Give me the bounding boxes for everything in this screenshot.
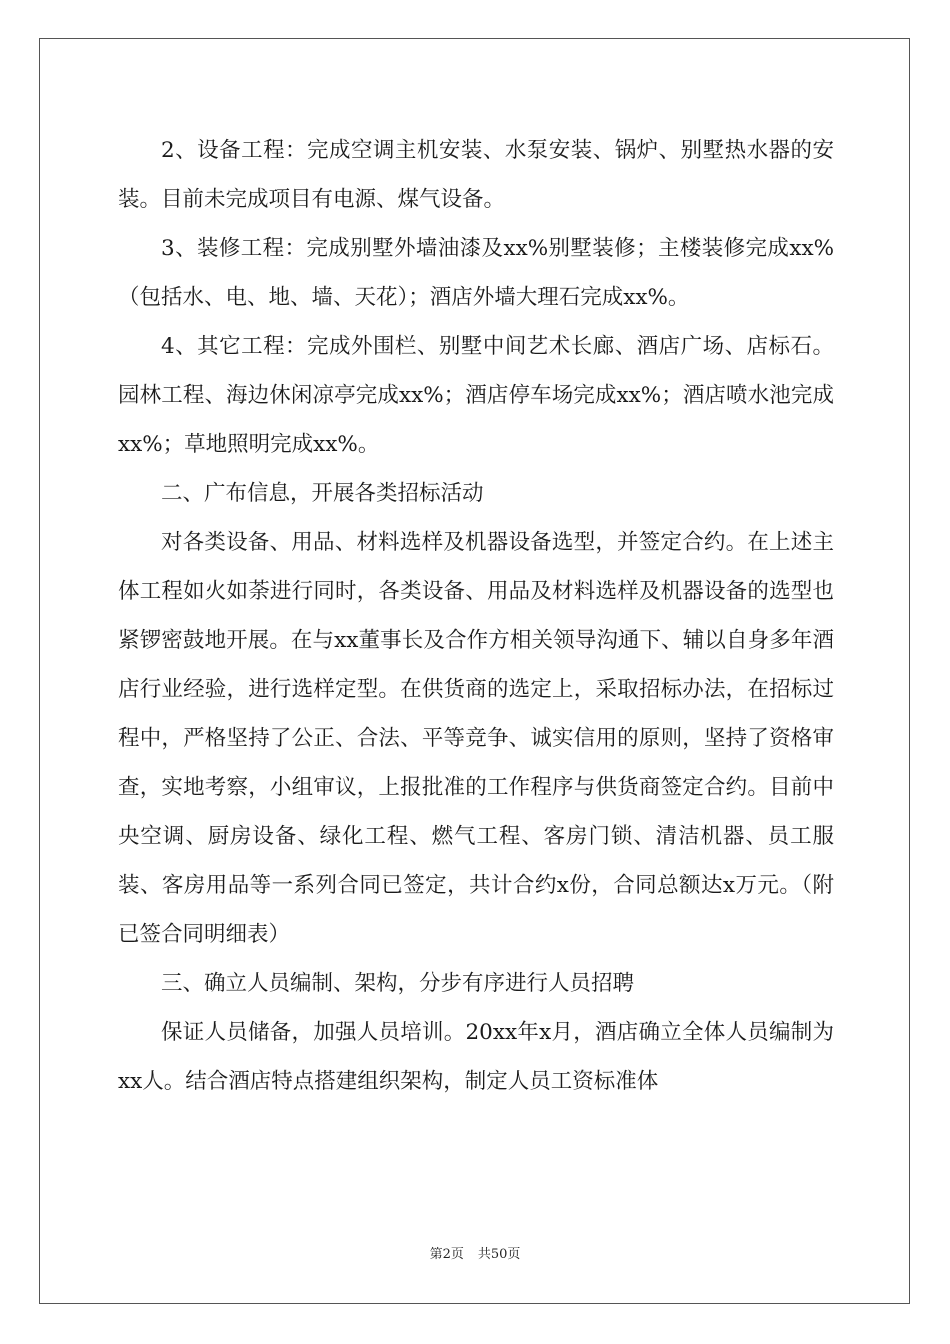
paragraph-bidding: 对各类设备、用品、材料选样及机器设备选型，并签定合约。在上述主体工程如火如荼进行同时，各类设备、用品及材料选样及机器设备的选型也紧锣密鼓地开展。在与xx董事长及合作方相关领导沟通下、辅以自身多年酒店行业经验，进行选样定型。在供货商的选定上，采取招标办法，在招标过程中，严格坚持了公正、合法、平等竞争、诚实信用的原则，坚持了资格审查，实地考察，小组审议，上报批准的工作程序与供货商签定合约。目前中央空调、厨房设备、绿化工程、燃气工程、客房门锁、清洁机器、员工服装、客房用品等一系列合同已签定，共计合约x份，合同总额达x万元。（附已签合同明细表） <box>118 530 834 947</box>
page-total: 共50页 <box>477 1247 521 1262</box>
paragraph-equipment: 2、设备工程：完成空调主机安装、水泵安装、锅炉、别墅热水器的安装。目前未完成项目有电源、煤气设备。 <box>118 138 834 212</box>
page-number: 第2页 <box>429 1247 464 1262</box>
paragraph-staffing: 保证人员储备，加强人员培训。20xx年x月，酒店确立全体人员编制为xx人。结合酒店特点搭建组织架构，制定人员工资标准体 <box>118 1020 834 1094</box>
document-body <box>118 126 834 1106</box>
section-heading-staffing: 三、确立人员编制、架构，分步有序进行人员招聘 <box>161 971 635 996</box>
paragraph-other-works: 4、其它工程：完成外围栏、别墅中间艺术长廊、酒店广场、店标石。园林工程、海边休闲凉亭完成xx%；酒店停车场完成xx%；酒店喷水池完成xx%；草地照明完成xx%。 <box>118 334 834 457</box>
page-footer <box>0 1245 950 1265</box>
paragraph-decoration: 3、装修工程：完成别墅外墙油漆及xx%别墅装修；主楼装修完成xx%（包括水、电、地、墙、天花）；酒店外墙大理石完成xx%。 <box>118 236 834 310</box>
section-heading-bidding: 二、广布信息，开展各类招标活动 <box>161 481 484 506</box>
